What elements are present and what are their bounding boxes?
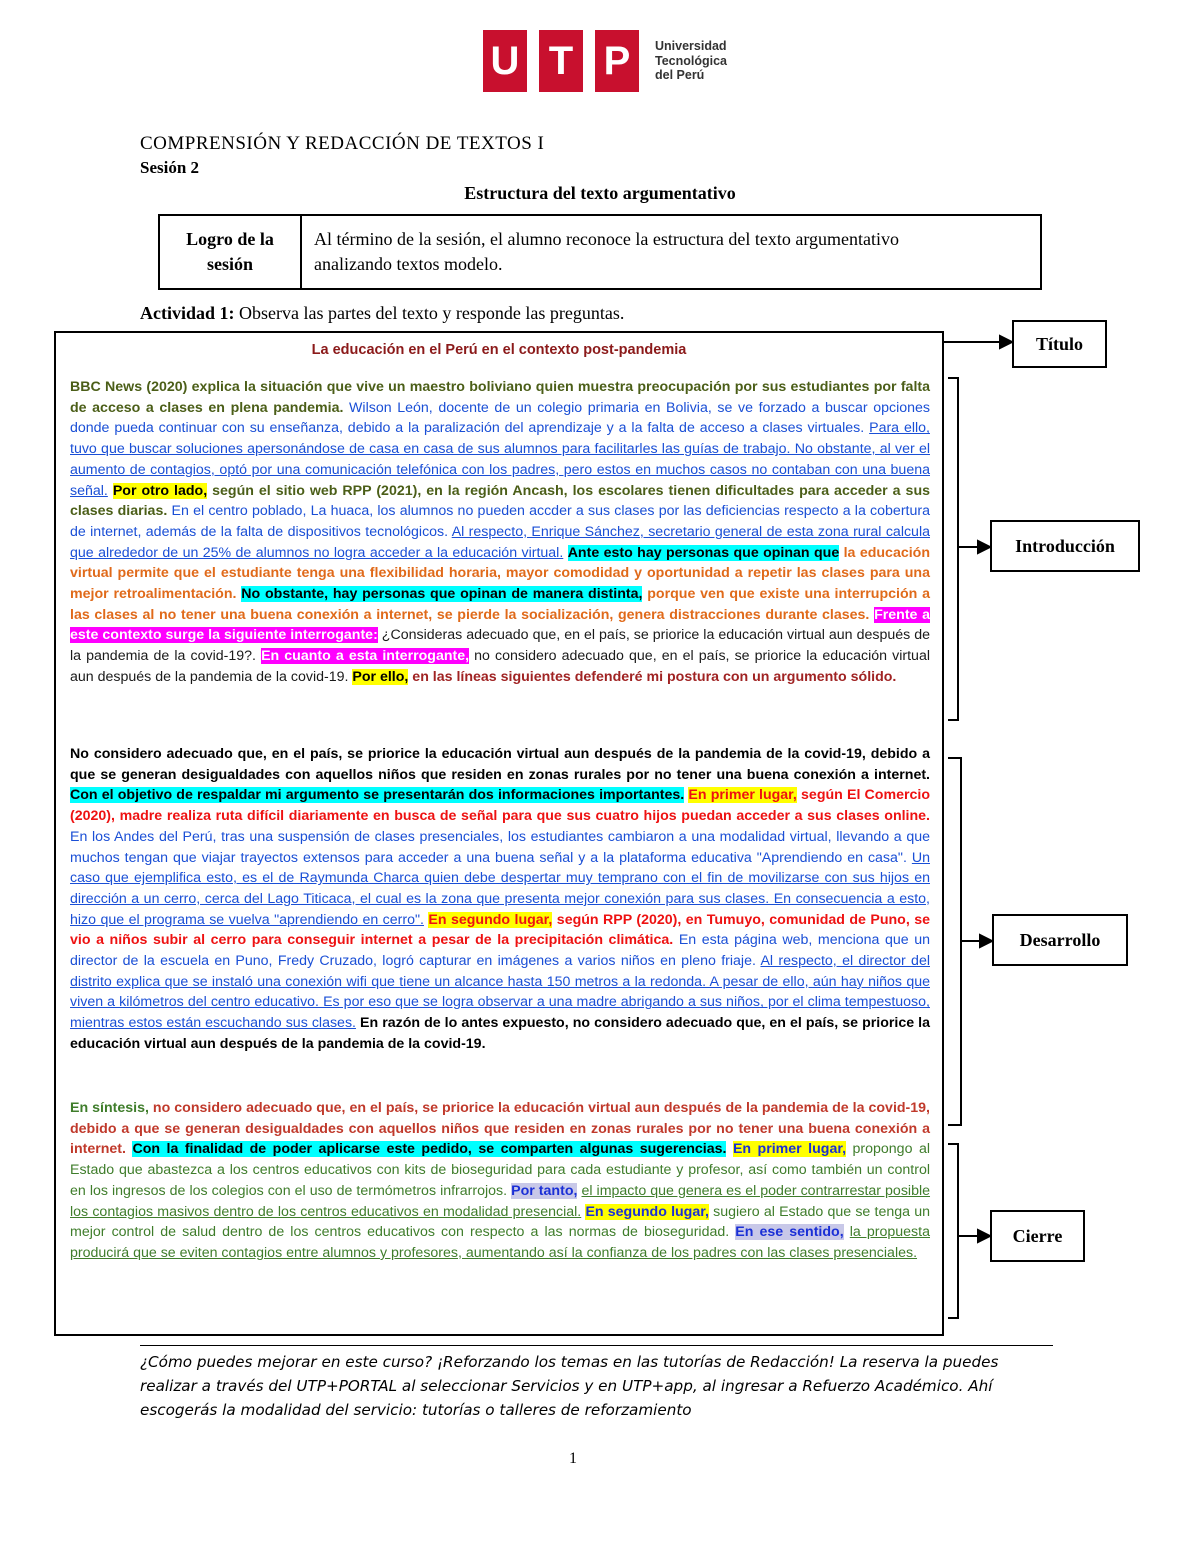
development-arrow-head <box>980 935 992 947</box>
intro-arrow-head <box>978 541 990 553</box>
connector-highlight: Por ello, <box>352 668 409 685</box>
connector-highlight: En ese sentido, <box>735 1224 844 1241</box>
logo-letter-t: T <box>539 30 583 92</box>
connector-highlight: Por tanto, <box>511 1182 578 1199</box>
logo-letter-u: U <box>483 30 527 92</box>
intro-segment: ¿Consideras adecuado que, en el país, se priorice la educación virtual aun después de la pandemia de la covid-19?. <box>70 627 931 665</box>
intro-segment: Para ello, tuvo que buscar soluciones apersonándose de casa en casa de sus alumnos para facilitarles las guías de trabajo. No obstante, al ver el aumento de contagios, optó por una comunicación telefónica con los padres, pero estos en muchos casos no contaban con una buena señal. <box>70 420 930 499</box>
connector-highlight: Por otro lado, <box>112 482 208 499</box>
activity-text: Observa las partes del texto y responde las preguntas. <box>234 303 625 323</box>
connector-highlight: No obstante, hay personas que opinan de manera distinta, <box>241 586 643 603</box>
development-segment: En esta página web, menciona que un director de la escuela en Puno, Fredy Cruzado, logró capturar en imágenes a varios niños en pleno friaje. <box>70 932 930 970</box>
activity-label: Actividad 1: <box>140 303 235 323</box>
intro-segment: en las líneas siguientes defenderé mi postura con un argumento sólido. <box>408 668 897 685</box>
label-introduccion: Introducción <box>990 520 1140 572</box>
logro-label-line-2: sesión <box>206 254 253 274</box>
connector-highlight: En primer lugar, <box>732 1141 847 1158</box>
logro-text-line-2: analizando textos modelo. <box>314 254 503 274</box>
label-desarrollo: Desarrollo <box>992 914 1128 966</box>
label-cierre: Cierre <box>990 1210 1085 1262</box>
development-segment: según RPP (2020), en Tumuyo, comunidad de Puno, se vio a niños subir al cerro para conseguir internet a pesar de la precipitación climática. <box>70 911 930 949</box>
connector-highlight: Con el objetivo de respaldar mi argumento se presentarán dos informaciones importantes. <box>70 787 685 804</box>
connector-highlight: Con la finalidad de poder aplicarse este pedido, se comparten algunas sugerencias. <box>132 1141 727 1158</box>
logo-line-3: del Perú <box>655 68 705 82</box>
session-label: Sesión 2 <box>140 158 200 177</box>
intro-segment: Al respecto, Enrique Sánchez, secretario general de esta zona rural calcula que alrededor de un 25% de alumnos no logra acceder a la educación virtual. <box>70 523 930 561</box>
development-segment: Al respecto, el director del distrito explica que se instaló una conexión wifi que tiene un alcance hasta 150 metros a la redonda. A pesar de ello, aún hay niños que viven a kilómetros del centro educativo. Es por eso que se logra observar a una madre abrigando a sus niños, por el clima tempestuoso, mientras estos están escuchando sus clases. <box>70 953 930 1032</box>
closing-segment: la propuesta producirá que se eviten contagios entre alumnos y profesores, aumentando así la confianza de los padres con las clases presenciales. <box>70 1224 930 1261</box>
footer-divider <box>140 1345 1053 1346</box>
connector-highlight: En segundo lugar, <box>585 1203 709 1220</box>
label-titulo: Título <box>1012 320 1107 368</box>
page-number: 1 <box>569 1450 577 1467</box>
logro-label-line-1: Logro de la <box>186 229 274 249</box>
development-bracket <box>948 758 961 1125</box>
intro-segment: no considero adecuado que, en el país, se priorice la educación virtual aun después de la pandemia de la covid-19. <box>70 648 930 685</box>
connector-highlight: Frente a este contexto surge la siguiente interrogante: <box>70 606 931 644</box>
intro-segment: porque ven que existe una interrupción a las clases al no tener una buena conexión a internet, se pierde la socialización, genera distracciones durante clases. <box>70 586 930 623</box>
development-segment: Un caso que ejemplifica esto, es el de Raymunda Charca quien debe despertar muy temprano con el fin de movilizarse con sus hijos en dirección a un cerro, cerca del Lago Titicaca, el cual es la zona que presenta mejor conexión para sus clases. En consecuencia a esto, hizo que el programa se vuelva "aprendiendo en cerro". <box>70 849 930 928</box>
closing-segment: En síntesis, <box>70 1100 149 1116</box>
page-subtitle: Estructura del texto argumentativo <box>464 183 736 203</box>
development-segment: según El Comercio (2020), madre realiza ruta difícil diariamente en busca de señal para que sus cuatro hijos puedan acceder a sus clases online. <box>70 787 930 825</box>
closing-segment: propongo al Estado que abastezca a los centros educativos con kits de bioseguridad para cada estudiante y profesor, así como también un control en los ingresos de los colegios con el uso de termómetros infrarrojos. <box>70 1141 930 1199</box>
closing-segment: sugiero al Estado que se tenga un mejor control de salud dentro de los centros educativos con respecto a las normas de bioseguridad. <box>70 1203 930 1241</box>
connector-highlight: Ante esto hay personas que opinan que <box>567 544 840 561</box>
text-title: La educación en el Perú en el contexto post-pandemia <box>311 342 687 358</box>
closing-segment: el impacto que genera es el poder contrarrestar posible los contagios masivos dentro de los centros educativos en modalidad presencial. <box>70 1182 931 1220</box>
course-title: COMPRENSIÓN Y REDACCIÓN DE TEXTOS I <box>140 133 545 154</box>
connector-highlight: En segundo lugar, <box>428 911 553 928</box>
logo-line-1: Universidad <box>655 39 727 53</box>
closing-bracket <box>948 1144 958 1318</box>
intro-segment: BBC News (2020) explica la situación que vive un maestro boliviano quien muestra preocupación por sus estudiantes por falta de acceso a clases en plena pandemia. <box>70 379 930 416</box>
closing-arrow-head <box>978 1230 990 1242</box>
intro-segment: En el centro poblado, La huaca, los alumnos no pueden accder a sus clases por las deficiencias respecto a la cobertura de internet, además de la falta de dispositivos tecnológicos. <box>70 503 930 540</box>
footer-note: ¿Cómo puedes mejorar en este curso? ¡Reforzando los temas en las tutorías de Redacción! La reserva la puedes realizar a través del UTP+PORTAL al seleccionar Servicios y en UTP+app, al ingresar a Refuerzo Académico. Ahí escogerás la modalidad del servicio: tutorías o talleres de reforzamiento <box>140 1353 999 1419</box>
development-segment: En razón de lo antes expuesto, no considero adecuado que, en el país, se priorice la educación virtual aun después de la pandemia de la covid-19. <box>70 1015 930 1052</box>
development-segment: En los Andes del Perú, tras una suspensión de clases presenciales, los estudiantes cambiaron a una modalidad virtual, llevando a que muchos tengan que viajar trayectos extensos para acceder a una buena señal y a la plataforma educativa "Aprendiendo en casa". <box>70 828 930 866</box>
logo-line-2: Tecnológica <box>655 53 728 68</box>
connector-highlight: En cuanto a esta interrogante, <box>261 648 470 665</box>
intro-segment: la educación virtual permite que el estudiante tenga una flexibilidad horaria, mayor comodidad y oportunidad a repetir las clases para una mejor retroalimentación. <box>70 544 931 603</box>
logo-letter-p: P <box>595 30 639 92</box>
intro-bracket <box>948 378 958 720</box>
intro-segment: Wilson León, docente de un colegio primaria en Bolivia, se ve forzado a buscar opciones donde pueda continuar con su enseñanza, debido a la paralización del aprendizaje y a la falta de acceso a clases virtuales. <box>70 399 930 437</box>
closing-segment: no considero adecuado que, en el país, se priorice la educación virtual aun después de la pandemia de la covid-19, debido a que se generan desigualdades con aquellos niños que residen en zonas rurales por no tener una buena conexión a internet. <box>70 1100 930 1158</box>
connector-highlight: En primer lugar, <box>688 787 797 804</box>
title-arrow-head <box>1000 336 1012 348</box>
logro-text-line-1: Al término de la sesión, el alumno reconoce la estructura del texto argumentativo <box>314 229 899 249</box>
development-segment: No considero adecuado que, en el país, se priorice la educación virtual aun después de la pandemia de la covid-19, debido a que se generan desigualdades con aquellos niños que residen en zonas rurales por no tener una buena conexión a internet. <box>70 746 930 783</box>
intro-segment: según el sitio web RPP (2021), en la región Ancash, los escolares tienen dificultades para acceder a sus clases diarias. <box>70 482 931 520</box>
